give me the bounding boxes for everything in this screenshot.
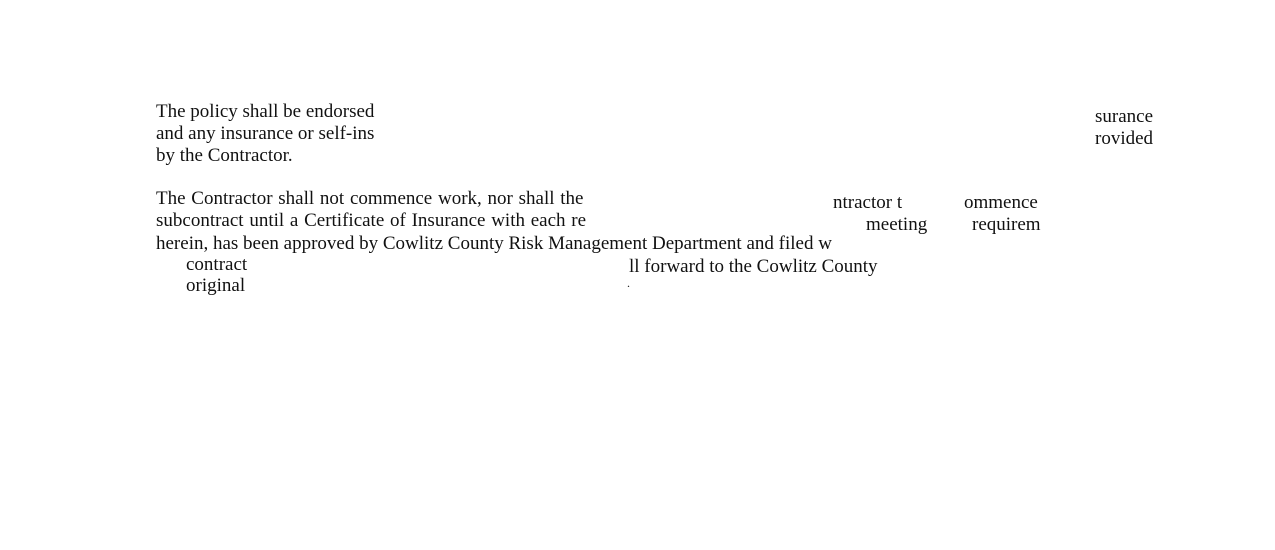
- text-fragment: rovided: [1095, 128, 1154, 149]
- text-fragment: original: [186, 275, 246, 296]
- text-fragment: ll forward to the Cowlitz County: [629, 256, 878, 277]
- text-fragment: ntractor t: [833, 192, 903, 213]
- text-line: subcontract until a Certificate of Insurance with each re: [156, 210, 587, 231]
- text-fragment: surance: [1095, 106, 1154, 127]
- text-line: and any insurance or self-ins: [156, 123, 375, 144]
- text-fragment: meeting: [866, 214, 928, 235]
- text-fragment: .: [627, 276, 630, 290]
- text-line: herein, has been approved by Cowlitz County Risk Management Department and filed w: [156, 233, 832, 254]
- text-fragment: contract: [186, 254, 248, 275]
- text-line: The Contractor shall not commence work, nor shall the: [156, 188, 584, 209]
- text-fragment: ommence: [964, 192, 1038, 213]
- text-fragment: requirem: [972, 214, 1041, 235]
- text-line: by the Contractor.: [156, 145, 293, 166]
- text-line: The policy shall be endorsed: [156, 101, 375, 122]
